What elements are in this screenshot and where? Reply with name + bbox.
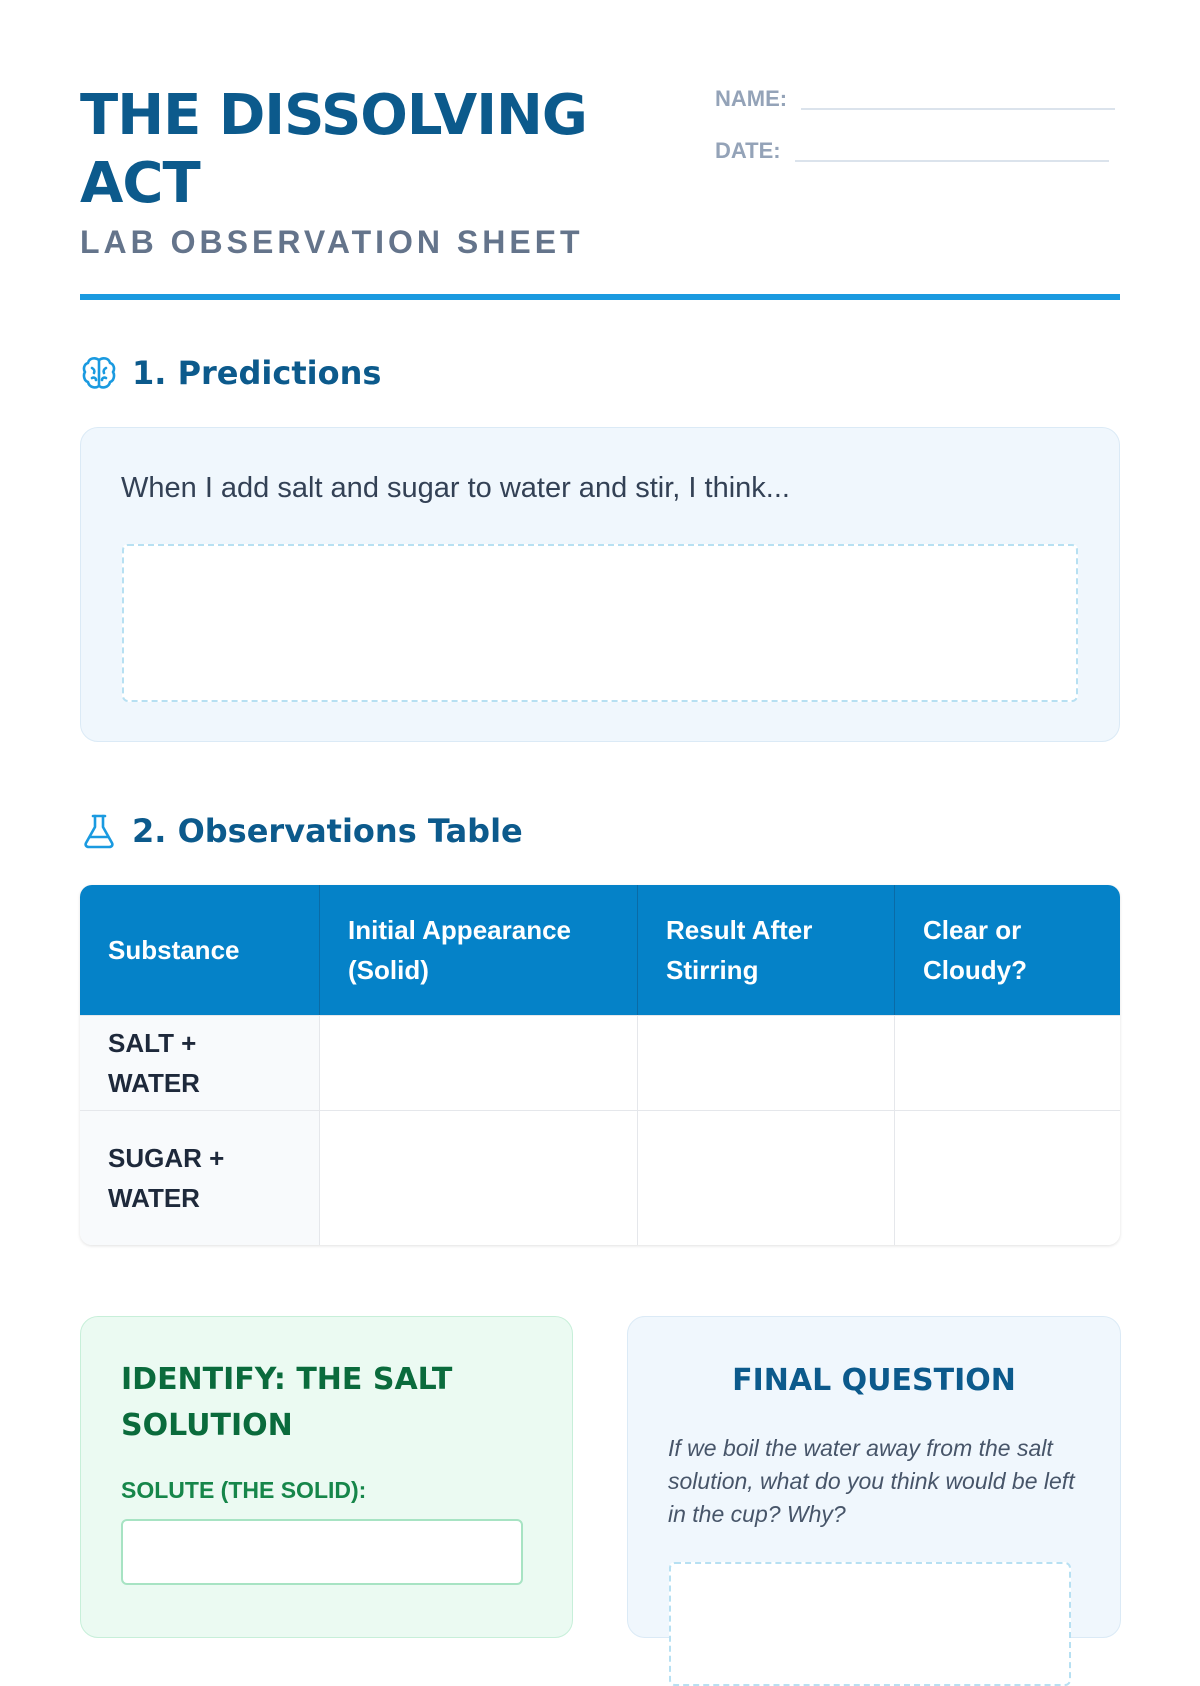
solute-label: SOLUTE (THE SOLID): xyxy=(121,1477,367,1503)
page-subtitle: LAB OBSERVATION SHEET xyxy=(80,224,584,260)
result-cell[interactable] xyxy=(638,1015,895,1110)
observations-table xyxy=(80,885,1120,1245)
final-answer-box[interactable] xyxy=(669,1562,1071,1686)
predictions-heading xyxy=(80,354,381,392)
observations-heading xyxy=(80,812,523,850)
name-line[interactable] xyxy=(801,108,1115,110)
header-divider xyxy=(80,294,1120,300)
table-row xyxy=(80,1015,1120,1110)
column-header: Substance xyxy=(80,885,320,1015)
initial-appearance-cell[interactable] xyxy=(320,1015,638,1110)
clarity-cell[interactable] xyxy=(895,1110,1120,1245)
result-cell[interactable] xyxy=(638,1110,895,1245)
name-label: NAME: xyxy=(715,86,788,111)
name-field[interactable] xyxy=(715,86,1115,112)
final-question-title: FINAL QUESTION xyxy=(732,1363,1016,1398)
table-header-row xyxy=(80,885,1120,1015)
predictions-heading-text: 1. Predictions xyxy=(132,354,382,392)
flask-icon xyxy=(80,812,118,850)
identify-title: IDENTIFY: THE SALT SOLUTION xyxy=(121,1362,453,1443)
substance-cell: SALT + WATER xyxy=(80,1015,320,1110)
prediction-answer-box[interactable] xyxy=(122,544,1078,702)
substance-cell: SUGAR + WATER xyxy=(80,1110,320,1245)
column-header: Result After Stirring xyxy=(638,885,895,1015)
worksheet-page xyxy=(80,0,1120,1600)
observations-heading-text: 2. Observations Table xyxy=(132,812,523,850)
predictions-card xyxy=(80,427,1120,742)
predictions-prompt: When I add salt and sugar to water and stir, I think... xyxy=(121,472,790,504)
column-header: Initial Appearance (Solid) xyxy=(320,885,638,1015)
final-question-text: If we boil the water away from the salt solution, what do you think would be left in the cup? Why? xyxy=(668,1435,1075,1527)
column-header: Clear or Cloudy? xyxy=(895,885,1120,1015)
date-field[interactable] xyxy=(715,138,1109,164)
date-line[interactable] xyxy=(795,160,1109,162)
date-label: DATE: xyxy=(715,138,781,163)
page-title: THE DISSOLVING ACT xyxy=(80,83,587,216)
brain-icon xyxy=(80,354,118,392)
final-question-card xyxy=(627,1316,1121,1638)
clarity-cell[interactable] xyxy=(895,1015,1120,1110)
table-row xyxy=(80,1110,1120,1245)
initial-appearance-cell[interactable] xyxy=(320,1110,638,1245)
identify-card xyxy=(80,1316,573,1638)
solute-input[interactable] xyxy=(121,1519,523,1585)
